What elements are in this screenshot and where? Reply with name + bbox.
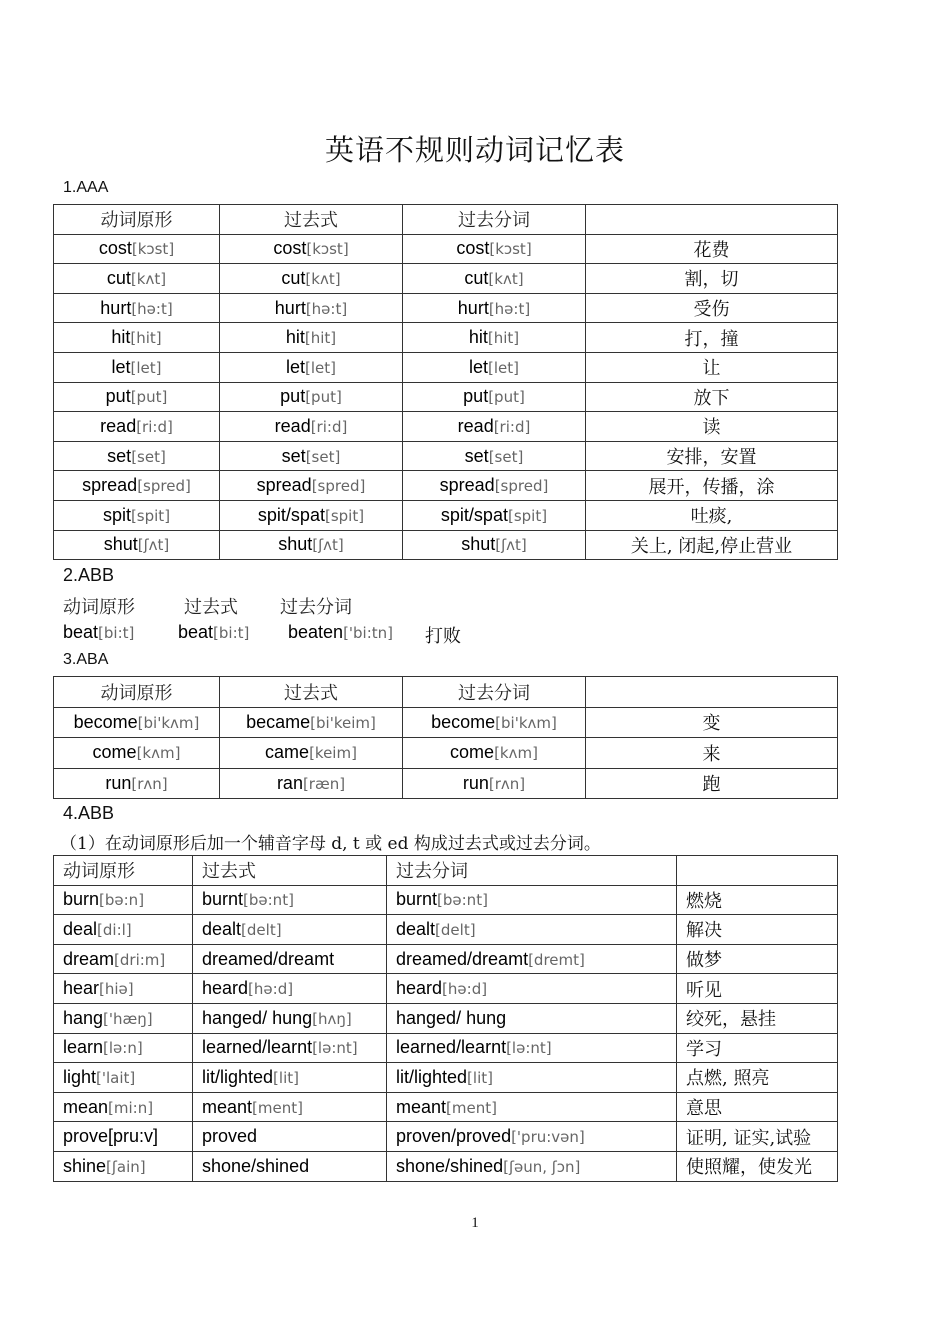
table-row [54,1151,838,1181]
phonetic: [spit] [130,506,171,525]
phonetic: [set] [305,447,341,466]
verb-cell [54,707,220,738]
verb-cell [403,738,586,769]
verb-cell [54,382,220,412]
verb-cell [54,500,220,530]
phonetic: [keim] [309,744,357,763]
phonetic: [kʌm] [136,744,181,763]
verb-cell [387,974,677,1004]
verb-word: put [280,386,306,407]
verb-word: spit [102,504,131,525]
verb-cell [193,1003,387,1033]
verb-cell [54,412,220,442]
verb-cell [220,738,403,769]
phonetic: [hiə] [99,980,134,999]
section-label-abb: 2.ABB [63,565,115,585]
abb-example-line [0,622,950,646]
meaning-cell: 意思 [677,1092,838,1122]
header-base: 动词原形 [54,856,193,886]
verb-word: proven/proved [396,1126,512,1147]
verb-word: lit/lighted [202,1066,274,1087]
verb-word: put [463,386,489,407]
phonetic: [di:l] [97,920,132,939]
aba-table [53,676,838,799]
verb-cell [220,441,403,471]
verb-cell [403,768,586,799]
verb-cell [220,382,403,412]
table-row [54,530,838,560]
verb-cell [403,382,586,412]
abb-header-base: 动词原形 [63,597,135,618]
verb-cell [403,352,586,382]
table-header-row [54,205,838,235]
verb-cell [193,1122,387,1152]
phonetic: [ʃʌt] [137,536,170,555]
header-past: 过去式 [220,205,403,235]
phonetic: ['pru:vən] [511,1128,585,1147]
meaning-cell: 放下 [586,382,838,412]
verb-cell [403,323,586,353]
verb-cell [387,1122,677,1152]
abb-base-word [63,622,134,643]
verb-word: shone/shined [202,1155,310,1176]
verb-cell [220,323,403,353]
verb-word: deal [63,918,98,939]
verb-word: lit/lighted [396,1066,468,1087]
verb-cell [387,1092,677,1122]
table-row [54,1033,838,1063]
meaning-cell: 做梦 [677,944,838,974]
verb-cell [193,1092,387,1122]
phonetic: [mi:n] [108,1098,154,1117]
header-past: 过去式 [193,856,387,886]
verb-word: became [246,711,311,732]
phonetic: [hə:t] [305,299,348,318]
meaning-cell: 受伤 [586,293,838,323]
phonetic: [bə:nt] [437,891,488,910]
verb-word: burn [63,889,100,910]
verb-cell [403,707,586,738]
verb-word: shone/shined [396,1155,504,1176]
table-row [54,352,838,382]
abb-pp-word [288,622,393,643]
verb-cell [54,530,220,560]
phonetic: [let] [130,358,162,377]
phonetic: [delt] [435,920,476,939]
verb-word: put [105,386,131,407]
header-base: 动词原形 [54,205,220,235]
section-label-aaa: 1.AAA [63,179,109,196]
verb-word: prove[pru:v] [63,1126,159,1147]
verb-cell [220,768,403,799]
phonetic: [spit] [507,506,548,525]
verb-cell [220,471,403,501]
verb-word: hurt [100,297,132,318]
table-row [54,412,838,442]
meaning-cell: 来 [586,738,838,769]
verb-cell [220,352,403,382]
phonetic: [kʌt] [305,269,341,288]
verb-cell [403,530,586,560]
verb-cell [54,234,220,264]
verb-word: cut [464,267,489,288]
verb-word: set [107,445,132,466]
verb-cell [387,915,677,945]
phonetic: [ʃəun, ʃɔn] [503,1157,581,1176]
table-header-row [54,856,838,886]
phonetic: [put] [488,388,525,407]
verb-cell [387,1151,677,1181]
phonetic: [rʌn] [131,774,168,793]
verb-cell [387,1063,677,1093]
abb-header-line [0,593,950,617]
verb-word: cost [98,238,132,259]
verb-word: burnt [396,889,438,910]
verb-word: shine [63,1155,107,1176]
verb-word: meant [202,1096,253,1117]
table-row [54,264,838,294]
meaning-cell: 割，切 [586,264,838,294]
phonetic: [ri:d] [493,417,531,436]
meaning-cell: 燃烧 [677,885,838,915]
header-meaning [586,677,838,708]
verb-cell [54,885,193,915]
verb-word: hanged/ hung [202,1007,313,1028]
meaning-cell: 绞死，悬挂 [677,1003,838,1033]
phonetic: [delt] [241,920,282,939]
verb-cell [54,352,220,382]
verb-cell [54,915,193,945]
phonetic: [ri:d] [310,417,348,436]
verb-word: dealt [202,918,242,939]
phonetic: [set] [131,447,166,466]
verb-cell [403,500,586,530]
verb-word: come [92,742,137,763]
meaning-cell: 跑 [586,768,838,799]
verb-word: spit/spat [257,504,325,525]
table-row [54,382,838,412]
verb-word: spread [256,475,312,496]
verb-word: hurt [274,297,306,318]
table-row [54,1122,838,1152]
verb-cell [193,1151,387,1181]
word: beaten [288,622,344,642]
verb-word: burnt [202,889,244,910]
word: beat [63,622,99,642]
phonetic: [rʌn] [488,774,526,793]
phonetic: [put] [130,388,168,407]
verb-word: become [431,711,496,732]
verb-cell [220,530,403,560]
abb2-table [53,855,838,1182]
verb-cell [387,944,677,974]
phonetic: [ræn] [302,774,346,793]
verb-word: come [450,742,495,763]
verb-cell [193,974,387,1004]
verb-cell [54,1151,193,1181]
verb-cell [220,293,403,323]
phonetic: [ʃʌt] [495,536,527,555]
word: beat [178,622,214,642]
abb-header-past: 过去式 [184,597,238,618]
verb-word: ran [276,772,303,793]
verb-word: proved [202,1126,258,1147]
verb-cell [54,1033,193,1063]
phonetic: ['bi:tn] [343,624,394,642]
phonetic: [spit] [324,506,365,525]
verb-cell [403,293,586,323]
verb-cell [193,915,387,945]
phonetic: [kɔst] [306,240,349,259]
phonetic: [ment] [252,1098,303,1117]
phonetic: [let] [488,358,519,377]
table-row [54,885,838,915]
verb-cell [54,1092,193,1122]
verb-cell [54,264,220,294]
verb-word: cut [106,267,131,288]
meaning-cell: 安排，安置 [586,441,838,471]
verb-word: learn [63,1037,104,1058]
table-row [54,323,838,353]
phonetic: [lə:nt] [506,1039,552,1058]
verb-cell [54,323,220,353]
phonetic: [spred] [494,477,549,496]
meaning-cell: 变 [586,707,838,738]
table-row [54,293,838,323]
verb-word: spread [439,475,495,496]
verb-cell [54,1003,193,1033]
phonetic: [kɔst] [131,240,175,259]
meaning-cell: 吐痰, [586,500,838,530]
verb-word: let [286,356,306,377]
table-row [54,974,838,1004]
verb-cell [54,441,220,471]
table-row [54,1003,838,1033]
verb-word: run [462,772,489,793]
phonetic: [lə:n] [103,1039,143,1058]
verb-word: spit/spat [440,504,508,525]
table-row [54,915,838,945]
table-row [54,234,838,264]
phonetic: [put] [305,388,342,407]
verb-cell [193,885,387,915]
verb-word: dreamed/dreamt [202,948,335,969]
abb-header-pp: 过去分词 [280,597,352,618]
verb-cell [54,471,220,501]
verb-word: dream [63,948,115,969]
verb-cell [387,1033,677,1063]
verb-cell [403,471,586,501]
verb-word: learned/learnt [202,1037,313,1058]
phonetic: [dri:m] [114,950,166,969]
verb-cell [403,234,586,264]
verb-word: set [281,445,306,466]
phonetic: [hə:d] [442,980,488,999]
meaning-cell: 听见 [677,974,838,1004]
phonetic: [spred] [311,477,366,496]
phonetic: [kʌt] [130,269,167,288]
verb-cell [403,441,586,471]
verb-word: shut [461,534,496,555]
phonetic: [ʃain] [106,1157,146,1176]
phonetic: [lit] [467,1068,493,1087]
verb-word: came [265,742,310,763]
phonetic: [lit] [273,1068,299,1087]
phonetic: [set] [488,447,524,466]
verb-word: heard [396,978,443,999]
verb-word: read [100,415,137,436]
verb-cell [403,264,586,294]
table-row [54,1092,838,1122]
verb-word: hit [285,327,305,348]
verb-word: hear [63,978,100,999]
phonetic: [hə:t] [131,299,173,318]
verb-cell [193,1033,387,1063]
verb-cell [54,1063,193,1093]
phonetic: [bi'kʌm] [495,713,557,732]
verb-word: cost [273,238,307,259]
page-number: 1 [471,1215,479,1231]
phonetic: [ri:d] [136,417,173,436]
verb-word: hanged/ hung [396,1007,507,1028]
verb-cell [387,1003,677,1033]
header-pp: 过去分词 [403,677,586,708]
table-row [54,944,838,974]
abb-past-word [178,622,249,643]
verb-cell [54,1122,193,1152]
phonetic: [bə:n] [99,891,145,910]
meaning-cell: 花费 [586,234,838,264]
phonetic: [lə:nt] [312,1039,358,1058]
verb-word: shut [278,534,313,555]
table-row [54,441,838,471]
verb-cell [220,234,403,264]
verb-word: heard [202,978,249,999]
phonetic: [hə:t] [488,299,531,318]
verb-word: shut [103,534,138,555]
phonetic: [bi:t] [213,624,250,642]
verb-word: read [457,415,494,436]
phonetic: [hit] [304,329,337,348]
phonetic: [hə:d] [248,980,294,999]
verb-cell [193,944,387,974]
phonetic: [dremt] [528,950,585,969]
verb-word: learned/learnt [396,1037,507,1058]
phonetic: [hʌŋ] [312,1009,352,1028]
header-base: 动词原形 [54,677,220,708]
phonetic: ['hæŋ] [103,1009,153,1028]
verb-word: run [105,772,132,793]
table-row [54,1063,838,1093]
phonetic: [ment] [446,1098,497,1117]
verb-word: spread [82,475,138,496]
phonetic: [bi'keim] [310,713,376,732]
meaning-cell: 使照耀，使发光 [677,1151,838,1181]
verb-cell [54,768,220,799]
meaning-cell: 展开，传播，涂 [586,471,838,501]
verb-cell [54,738,220,769]
verb-cell [54,944,193,974]
meaning-cell: 读 [586,412,838,442]
meaning-cell: 让 [586,352,838,382]
verb-word: become [73,711,138,732]
verb-word: hang [63,1007,104,1028]
header-meaning [586,205,838,235]
meaning-cell: 关上, 闭起,停止营业 [586,530,838,560]
verb-cell [387,885,677,915]
verb-word: mean [63,1096,109,1117]
verb-word: light [63,1066,97,1087]
verb-cell [403,412,586,442]
verb-word: dreamed/dreamt [396,948,529,969]
section-label-abb2: 4.ABB [63,803,115,823]
section-label-aba: 3.ABA [63,651,109,668]
verb-cell [54,293,220,323]
aaa-table [53,204,838,560]
verb-word: let [111,356,131,377]
phonetic: [let] [305,358,336,377]
phonetic: [bi:t] [98,624,135,642]
header-meaning [677,856,838,886]
header-pp: 过去分词 [403,205,586,235]
table-header-row [54,677,838,708]
verb-word: hurt [457,297,489,318]
verb-word: hit [111,327,131,348]
phonetic: ['lait] [96,1068,136,1087]
verb-cell [220,264,403,294]
phonetic: [kʌm] [494,744,538,763]
verb-word: meant [396,1096,447,1117]
page-title: 英语不规则动词记忆表 [324,133,625,167]
header-past: 过去式 [220,677,403,708]
verb-word: let [469,356,489,377]
section-note: （1）在动词原形后加一个辅音字母 d, t 或 ed 构成过去式或过去分词。 [60,834,601,854]
verb-word: set [464,445,489,466]
phonetic: [hit] [130,329,162,348]
meaning-cell: 学习 [677,1033,838,1063]
phonetic: [kɔst] [489,240,532,259]
meaning-cell: 打，撞 [586,323,838,353]
meaning-cell: 解决 [677,915,838,945]
table-row [54,707,838,738]
meaning-cell: 点燃, 照亮 [677,1063,838,1093]
table-row [54,471,838,501]
verb-cell [54,974,193,1004]
verb-word: read [274,415,311,436]
phonetic: [hit] [487,329,520,348]
meaning-cell: 证明, 证实,试验 [677,1122,838,1152]
table-row [54,768,838,799]
table-row [54,500,838,530]
table-row [54,738,838,769]
verb-word: dealt [396,918,436,939]
phonetic: [bə:nt] [243,891,294,910]
verb-word: hit [468,327,488,348]
verb-cell [220,707,403,738]
verb-word: cut [281,267,306,288]
phonetic: [bi'kʌm] [137,713,200,732]
verb-cell [193,1063,387,1093]
phonetic: [ʃʌt] [312,536,344,555]
verb-word: cost [456,238,490,259]
abb-meaning: 打败 [425,626,461,647]
verb-cell [220,500,403,530]
header-pp: 过去分词 [387,856,677,886]
verb-cell [220,412,403,442]
phonetic: [kʌt] [488,269,524,288]
phonetic: [spred] [137,477,191,496]
